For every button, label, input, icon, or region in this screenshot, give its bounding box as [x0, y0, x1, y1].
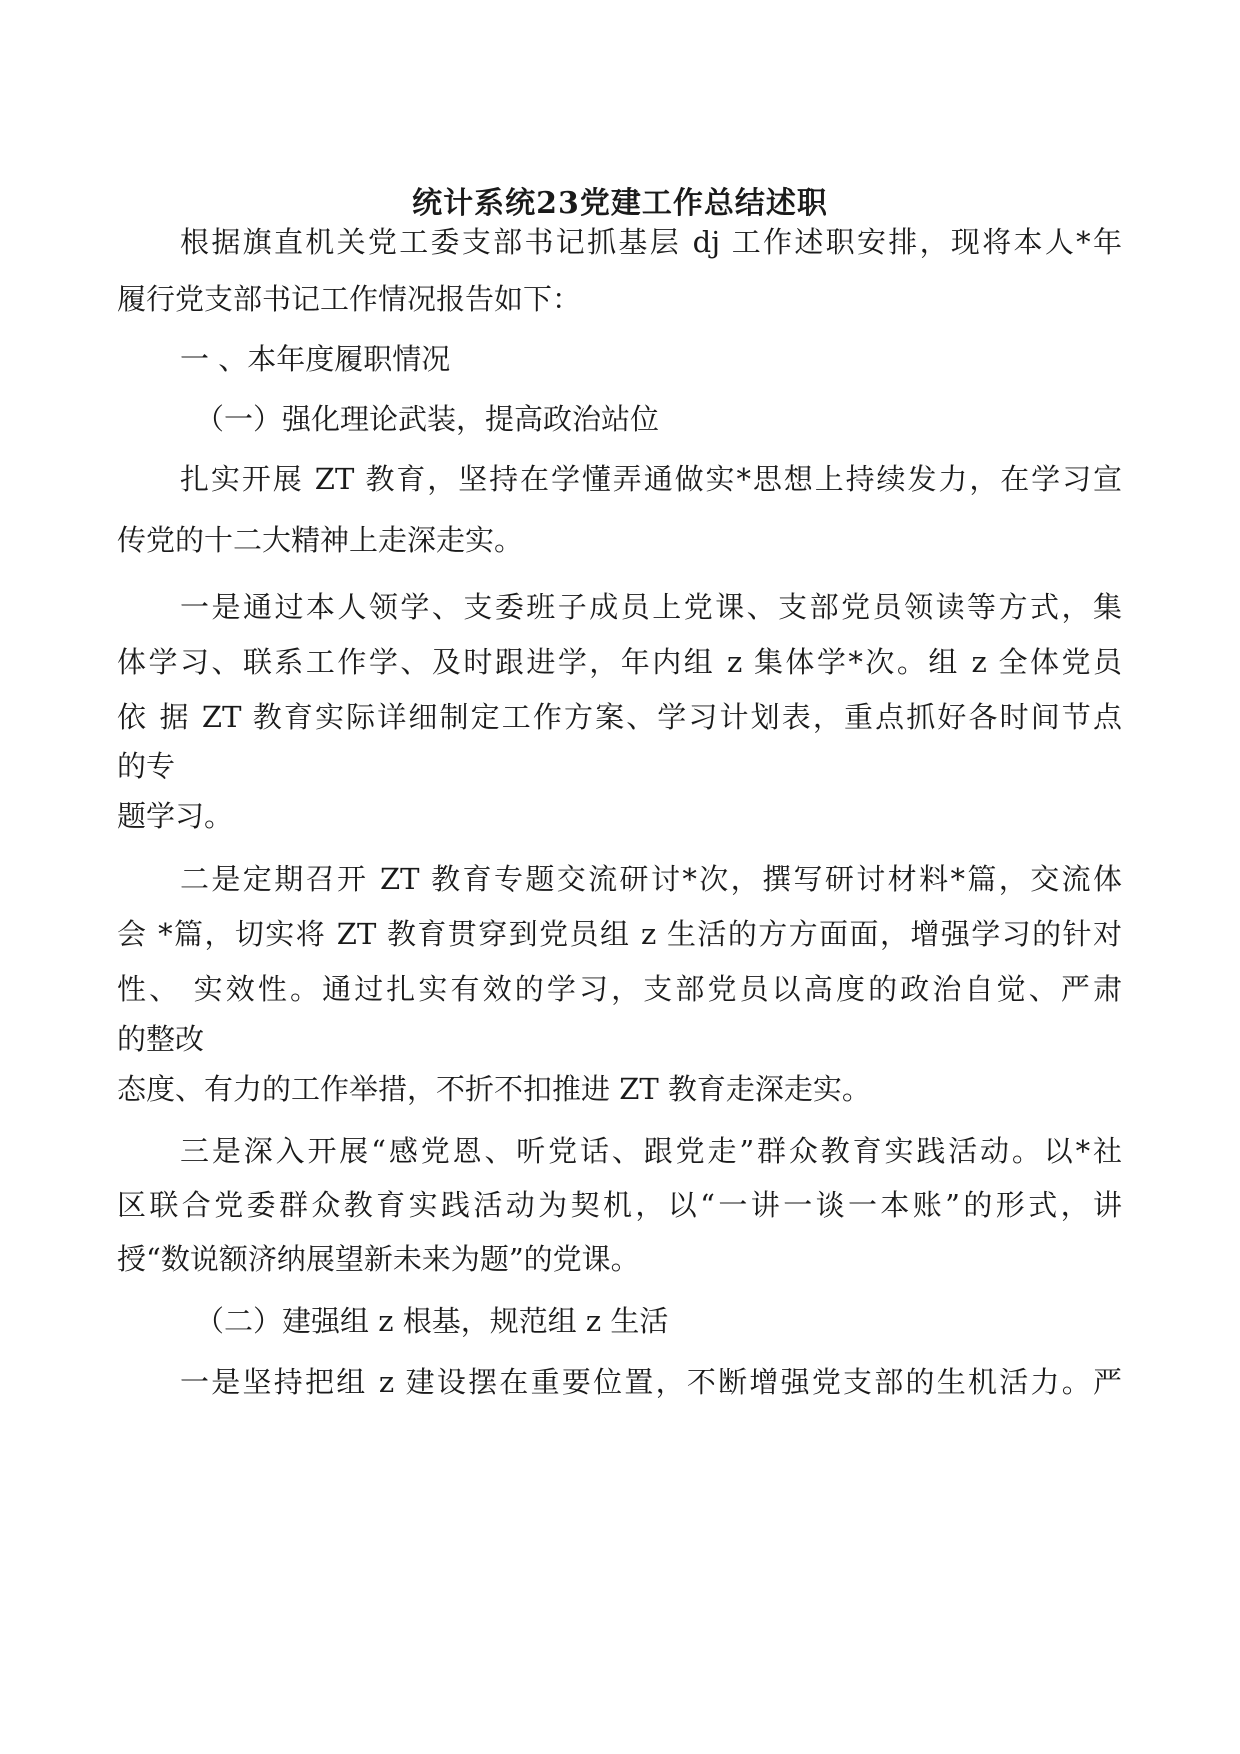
paragraph-line: 会 *篇，切实将 ZT 教育贯穿到党员组 z 生活的方方面面，增强学习的针对: [117, 917, 1122, 951]
paragraph-line: 体学习、联系工作学、及时跟进学，年内组 z 集体学*次。组 z 全体党员: [117, 645, 1122, 679]
paragraph-line: 的整改: [117, 1022, 205, 1056]
paragraph-line: 一是坚持把组 z 建设摆在重要位置，不断增强党支部的生机活力。严: [180, 1365, 1122, 1399]
subsection-heading: （二）建强组 z 根基，规范组 z 生活: [195, 1304, 669, 1338]
document-title: 统计系统23党建工作总结述职: [412, 186, 828, 221]
paragraph-line: 二是定期召开 ZT 教育专题交流研讨*次，撰写研讨材料*篇，交流体: [180, 862, 1122, 896]
paragraph-line: 根据旗直机关党工委支部书记抓基层 dj 工作述职安排，现将本人*年: [180, 225, 1122, 259]
section-heading: 一 、本年度履职情况: [180, 342, 451, 376]
paragraph-line: 三是深入开展“感党恩、听党话、跟党走”群众教育实践活动。以*社: [180, 1134, 1122, 1168]
paragraph-line: 题学习。: [117, 799, 234, 833]
paragraph-line: 扎实开展 ZT 教育，坚持在学懂弄通做实*思想上持续发力，在学习宣: [180, 462, 1122, 496]
paragraph-line: 依 据 ZT 教育实际详细制定工作方案、学习计划表，重点抓好各时间节点: [117, 700, 1122, 734]
paragraph-line: 履行党支部书记工作情况报告如下：: [117, 282, 582, 316]
paragraph-line: 性、 实效性。通过扎实有效的学习，支部党员以高度的政治自觉、严肃: [117, 972, 1122, 1006]
paragraph-line: 一是通过本人领学、支委班子成员上党课、支部党员领读等方式，集: [180, 590, 1122, 624]
paragraph-line: 态度、有力的工作举措，不折不扣推进 ZT 教育走深走实。: [117, 1072, 871, 1106]
paragraph-line: 的专: [117, 749, 176, 783]
paragraph-line: 授“数说额济纳展望新未来为题”的党课。: [117, 1242, 640, 1276]
paragraph-line: 传党的十二大精神上走深走实。: [117, 523, 524, 557]
subsection-heading: （一）强化理论武装，提高政治站位: [195, 402, 660, 436]
paragraph-line: 区联合党委群众教育实践活动为契机，以“一讲一谈一本账”的形式，讲: [117, 1188, 1122, 1222]
